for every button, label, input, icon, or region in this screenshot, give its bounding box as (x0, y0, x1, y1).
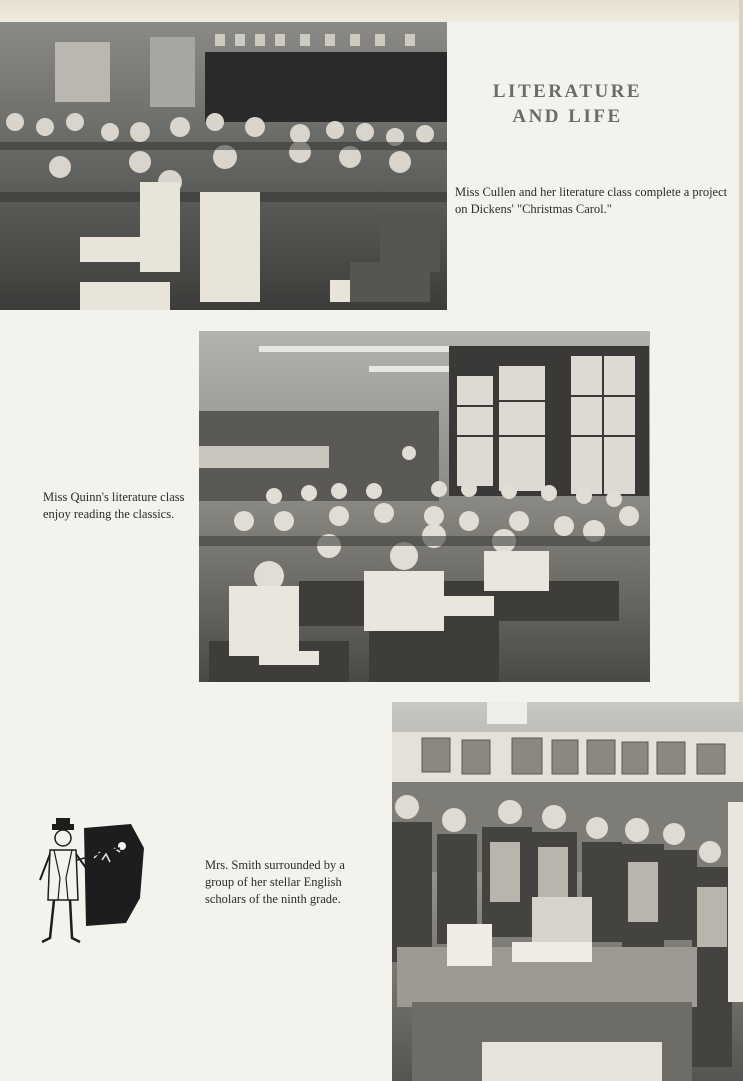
caption-quinn: Miss Quinn's literature class enjoy reading the classics. (43, 490, 185, 521)
photo-cullen-class (0, 22, 447, 310)
photo-smith-group (392, 702, 743, 1081)
caption-smith: Mrs. Smith surrounded by a group of her stellar English scholars of the ninth grade. (205, 858, 345, 906)
caption-cullen: Miss Cullen and her literature class complete a project on Dickens' "Christmas Carol." (455, 185, 728, 216)
section-title-line2: AND LIFE (512, 105, 623, 127)
section-title-line1: LITERATURE (492, 80, 643, 102)
page-top-edge (0, 0, 743, 22)
photo-quinn-class (199, 331, 650, 682)
teacher-at-chalkboard-icon (36, 818, 146, 953)
section-title (470, 79, 665, 129)
